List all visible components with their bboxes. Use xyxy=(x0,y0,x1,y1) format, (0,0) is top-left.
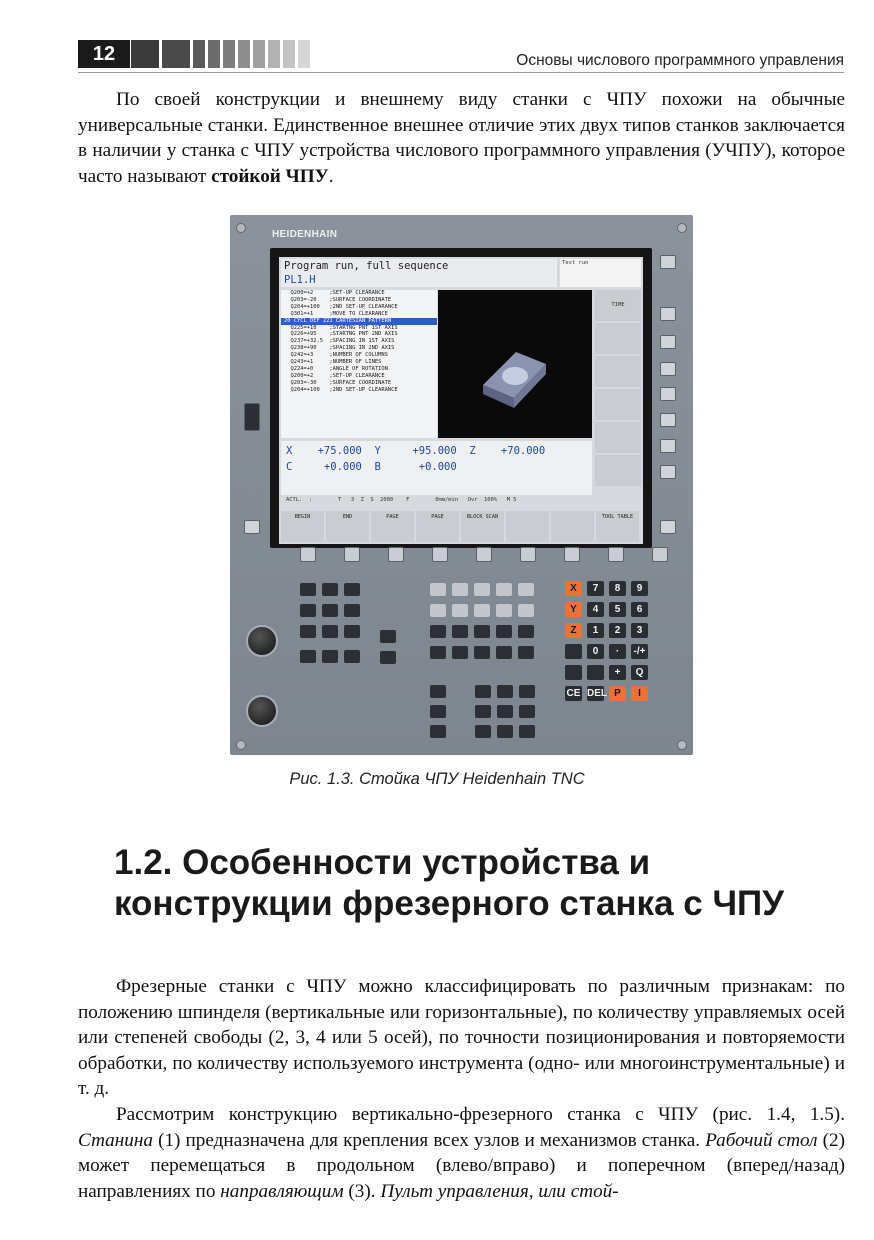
header-rule xyxy=(78,72,844,73)
bottom-softkey-row xyxy=(281,511,641,542)
function-key[interactable] xyxy=(496,583,512,596)
softkey-button[interactable] xyxy=(300,547,316,562)
side-key[interactable] xyxy=(660,307,676,321)
numpad-key[interactable]: 2 xyxy=(609,623,626,638)
program-listing xyxy=(281,290,437,438)
function-key[interactable] xyxy=(300,650,316,663)
test-run-box: Test run xyxy=(560,259,641,287)
brand-logo: HEIDENHAIN xyxy=(272,229,338,240)
function-key[interactable] xyxy=(430,646,446,659)
page-number: 12 xyxy=(78,40,130,68)
function-key[interactable] xyxy=(322,650,338,663)
screw-icon xyxy=(677,223,687,233)
function-key[interactable] xyxy=(322,604,338,617)
screen-softkey xyxy=(595,323,641,354)
function-key[interactable] xyxy=(344,583,360,596)
function-key[interactable] xyxy=(430,685,446,698)
numpad-key[interactable]: 1 xyxy=(587,623,604,638)
screen-header xyxy=(281,259,557,287)
numpad-key[interactable]: Z xyxy=(565,623,582,638)
body-paragraph-2: Рассмотрим конструкцию вертикально-фрезерного станка с ЧПУ (рис. 1.4, 1.5). Станина (1) предназначена для крепления всех узлов и механизмов станка. Рабочий стол (2) может перемещаться в продольном (влево/вправо) и поперечном (вперед/назад) направлениях по направляющим (3). Пульт управления, или стой- xyxy=(78,1103,846,1202)
program-line: Q200=+2 ;SET-UP CLEARANCE xyxy=(284,372,385,379)
function-key[interactable] xyxy=(452,583,468,596)
function-key[interactable] xyxy=(474,604,490,617)
function-key[interactable] xyxy=(380,630,396,643)
intro-paragraph xyxy=(78,87,845,189)
function-key[interactable] xyxy=(496,625,512,638)
function-key[interactable] xyxy=(300,583,316,596)
program-line: Q204=+100 ;2ND SET-UP CLEARANCE xyxy=(284,303,398,310)
header-bar-segment xyxy=(268,40,280,68)
position-display xyxy=(281,441,592,495)
intro-text: По своей конструкции и внешнему виду станки с ЧПУ похожи на обычные универсальные станки. Единственное внешнее отличие этих двух типов станков заключается в наличии у станка с ЧПУ устройства числового программного управления (УЧПУ), которое часто называют xyxy=(78,89,845,187)
program-line: Q203=-20 ;SURFACE COORDINATE xyxy=(284,296,392,303)
position-row-cb: C +0.000 B +0.000 xyxy=(286,461,457,473)
cnc-panel-photo xyxy=(230,215,693,755)
side-key[interactable] xyxy=(660,387,676,401)
numpad-key[interactable]: 4 xyxy=(587,602,604,617)
screen-softkey: END xyxy=(326,511,369,542)
figure-caption: Рис. 1.3. Стойка ЧПУ Heidenhain TNC xyxy=(289,770,585,788)
numpad-key[interactable]: 3 xyxy=(631,623,648,638)
function-key[interactable] xyxy=(497,725,513,738)
softkey-button[interactable] xyxy=(608,547,624,562)
function-key[interactable] xyxy=(474,646,490,659)
screen-softkey: PAGE xyxy=(371,511,414,542)
program-line: Q237=+32.5 ;SPACING IN 1ST AXIS xyxy=(284,338,395,345)
function-key[interactable] xyxy=(322,625,338,638)
numpad-key[interactable]: 0 xyxy=(587,644,604,659)
position-row-xyz: X +75.000 Y +95.000 Z +70.000 xyxy=(286,445,546,457)
function-key[interactable] xyxy=(380,651,396,664)
workpiece-3d-graphic xyxy=(438,290,592,438)
screw-icon xyxy=(236,740,246,750)
screen-softkey xyxy=(551,511,594,542)
numpad-key[interactable]: Y xyxy=(565,602,582,617)
side-key[interactable] xyxy=(660,362,676,376)
program-line: Q200=+2 ;SET-UP CLEARANCE xyxy=(284,290,385,296)
function-key[interactable] xyxy=(475,685,491,698)
side-key[interactable] xyxy=(660,520,676,534)
header-bar-segment xyxy=(223,40,235,68)
function-key[interactable] xyxy=(452,625,468,638)
header-bar-segment xyxy=(193,40,205,68)
softkey-button[interactable] xyxy=(344,547,360,562)
program-line: Q224=+0 ;ANGLE OF ROTATION xyxy=(284,365,388,372)
body-paragraph-1: Фрезерные станки с ЧПУ можно классифицировать по различным признакам: по положению шпинделя (вертикальные или горизонтальные), по количеству управляемых осей или степеней свободы (2, 3, 4 или 5 осей), по точности позиционирования и повторяемости обработки, по количеству используемого инструмента (одно- или многоинструментальные) и т. д. xyxy=(78,976,845,1100)
program-line: Q243=+1 ;NUMBER OF LINES xyxy=(284,359,382,366)
numpad-key[interactable]: 9 xyxy=(631,581,648,596)
numpad-key[interactable] xyxy=(587,665,604,680)
softkey-button[interactable] xyxy=(432,547,448,562)
side-key[interactable] xyxy=(660,335,676,349)
numpad-key[interactable]: 6 xyxy=(631,602,648,617)
header-bar-segment xyxy=(238,40,250,68)
numpad-key[interactable]: P xyxy=(609,686,626,701)
program-line: 20 CYCL DEF 221 CARTESIAN PATTERN xyxy=(281,318,437,325)
header-bar-segment xyxy=(298,40,310,68)
function-key[interactable] xyxy=(430,725,446,738)
header-gradient-bar xyxy=(131,40,313,68)
screen-softkey xyxy=(595,422,641,453)
running-title: Основы числового программного управления xyxy=(516,52,844,69)
function-key[interactable] xyxy=(518,646,534,659)
screw-icon xyxy=(677,740,687,750)
program-line: Q203=-30 ;SURFACE COORDINATE xyxy=(284,379,392,386)
numpad-key[interactable] xyxy=(565,644,582,659)
numpad-key[interactable]: 5 xyxy=(609,602,626,617)
function-key[interactable] xyxy=(344,625,360,638)
screen-softkey: BLOCK SCAN xyxy=(461,511,504,542)
screen-file-name: PL1.H xyxy=(284,274,316,286)
screen-softkey xyxy=(506,511,549,542)
softkey-button[interactable] xyxy=(388,547,404,562)
screen-softkey: PAGE xyxy=(416,511,459,542)
function-key[interactable] xyxy=(519,725,535,738)
numpad-key[interactable] xyxy=(565,665,582,680)
numpad-key[interactable]: 7 xyxy=(587,581,604,596)
screw-icon xyxy=(236,223,246,233)
screen-softkey xyxy=(595,356,641,387)
screen-softkey: BEGIN xyxy=(281,511,324,542)
header-bar-segment xyxy=(283,40,295,68)
function-key[interactable] xyxy=(518,583,534,596)
numpad-key[interactable]: · xyxy=(609,644,626,659)
body-text xyxy=(78,974,845,1204)
right-softkey-column xyxy=(595,290,641,542)
screen-softkey xyxy=(595,389,641,420)
function-key[interactable] xyxy=(430,604,446,617)
program-line: Q242=+3 ;NUMBER OF COLUMNS xyxy=(284,352,388,359)
program-line: Q226=+95 ;STARTNG PNT 2ND AXIS xyxy=(284,331,398,338)
program-line: Q204=+100 ;2ND SET-UP CLEARANCE xyxy=(284,386,398,393)
header-bar-segment xyxy=(162,40,190,68)
function-key[interactable] xyxy=(344,650,360,663)
function-key[interactable] xyxy=(497,685,513,698)
screen-softkey xyxy=(595,455,641,486)
program-line: Q225=+10 ;STARTNG PNT 1ST AXIS xyxy=(284,324,398,331)
side-key[interactable] xyxy=(660,465,676,479)
softkey-button[interactable] xyxy=(652,547,668,562)
side-key[interactable] xyxy=(244,520,260,534)
program-line: Q301=+1 ;MOVE TO CLEARANCE xyxy=(284,310,388,317)
numpad-key[interactable]: 8 xyxy=(609,581,626,596)
numpad-key[interactable]: -/+ xyxy=(631,644,648,659)
cnc-screen xyxy=(279,257,643,544)
handle-slot xyxy=(244,403,260,431)
function-key[interactable] xyxy=(430,705,446,718)
feed-override-knob[interactable] xyxy=(246,625,278,657)
function-key[interactable] xyxy=(497,705,513,718)
function-key[interactable] xyxy=(496,604,512,617)
numpad-key[interactable]: + xyxy=(609,665,626,680)
function-key[interactable] xyxy=(344,604,360,617)
status-line: ACTL. : T 3 Z S 2000 F 0mm/min Ovr 100% M 5 xyxy=(286,497,517,503)
function-key[interactable] xyxy=(518,625,534,638)
function-key[interactable] xyxy=(519,705,535,718)
intro-text-end: . xyxy=(328,165,334,187)
function-key[interactable] xyxy=(474,583,490,596)
function-key[interactable] xyxy=(300,604,316,617)
screen-softkey: TOOL TABLE xyxy=(596,511,639,542)
numpad-key[interactable]: I xyxy=(631,686,648,701)
header-bar-segment xyxy=(131,40,159,68)
numpad-key[interactable]: X xyxy=(565,581,582,596)
softkey-button[interactable] xyxy=(476,547,492,562)
function-key[interactable] xyxy=(452,646,468,659)
function-key[interactable] xyxy=(496,646,512,659)
side-key[interactable] xyxy=(660,413,676,427)
program-line: Q238=+90 ;SPACING IN 2ND AXIS xyxy=(284,345,395,352)
numpad-key[interactable]: CE xyxy=(566,688,581,699)
function-key[interactable] xyxy=(430,583,446,596)
spindle-override-knob[interactable] xyxy=(246,695,278,727)
header-bar-segment xyxy=(253,40,265,68)
intro-bold-term: стойкой ЧПУ xyxy=(211,165,329,187)
section-heading: 1.2. Особенности устройства и конструкции фрезерного станка с ЧПУ xyxy=(114,843,784,923)
function-key[interactable] xyxy=(430,625,446,638)
side-key[interactable] xyxy=(660,439,676,453)
graphic-view xyxy=(438,290,592,438)
numpad-key[interactable]: Q xyxy=(631,665,648,680)
function-key[interactable] xyxy=(300,625,316,638)
softkey-button[interactable] xyxy=(520,547,536,562)
function-key[interactable] xyxy=(519,685,535,698)
side-key[interactable] xyxy=(660,255,676,269)
function-key[interactable] xyxy=(452,604,468,617)
function-key[interactable] xyxy=(475,705,491,718)
softkey-button[interactable] xyxy=(564,547,580,562)
numpad-key[interactable]: DEL xyxy=(587,688,607,699)
screen-mode-title: Program run, full sequence xyxy=(284,260,449,272)
function-key[interactable] xyxy=(474,625,490,638)
function-key[interactable] xyxy=(322,583,338,596)
function-key[interactable] xyxy=(518,604,534,617)
function-key[interactable] xyxy=(475,725,491,738)
header-bar-segment xyxy=(208,40,220,68)
screen-softkey: TIME xyxy=(595,290,641,321)
